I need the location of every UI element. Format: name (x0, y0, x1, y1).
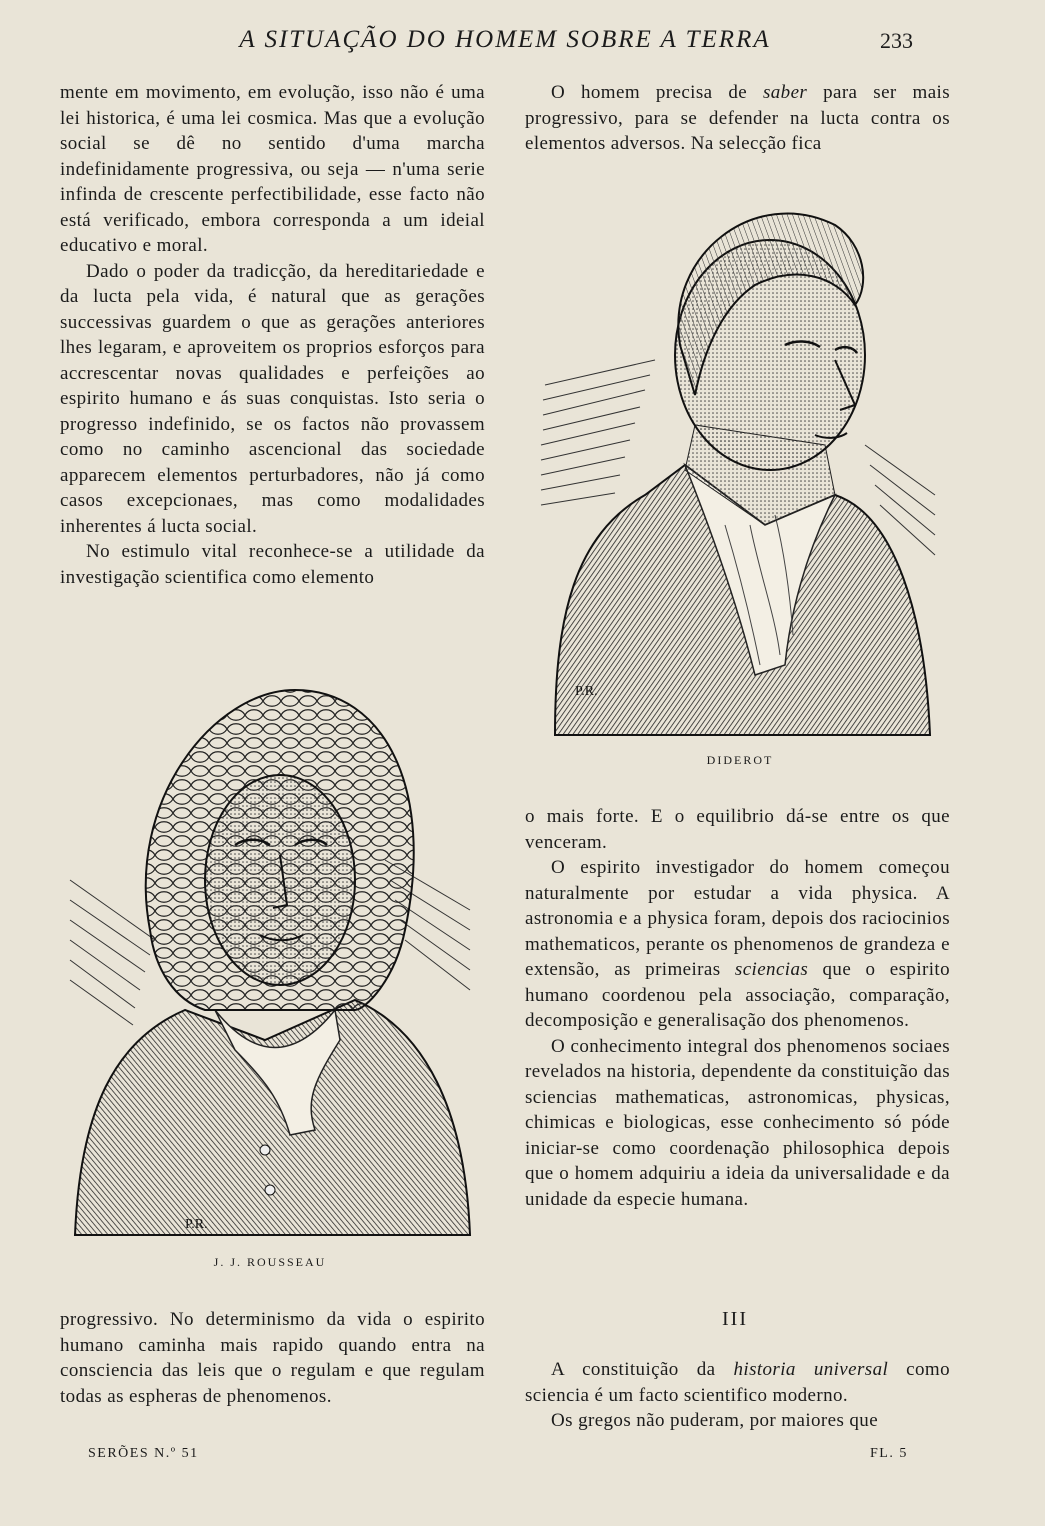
paragraph: mente em movimento, em evolução, isso não é uma lei historica, é uma lei cosmica. Mas que a evolução social se dê no sentido d'uma marcha indefinidamente progressiva, ou seja — n'uma serie infinda de crescente perfectibilidade, esse facto não está verificado, embora corresponda a um ideial educativo e moral. (60, 82, 485, 256)
italic-term: historia universal (733, 1359, 889, 1380)
paragraph: o mais forte. E o equilibrio dá-se entre os que venceram. (525, 806, 950, 853)
italic-term: sciencias (734, 959, 809, 980)
paragraph (525, 80, 950, 157)
text-run: que o espirito humano coordenou pela associação, comparação, decomposição e generalisação dos phenomenos. (525, 959, 950, 1031)
right-column-mid (525, 804, 950, 1212)
rousseau-portrait-icon (65, 680, 475, 1240)
right-column-top (525, 80, 950, 157)
text-run: O espirito investigador do homem começou naturalmente por estudar a vida physica. A astronomia e a physica foram, depois dos raciocinios mathematicos, perante os phenomenos de grandeza e extensão, as primeiras (525, 857, 950, 980)
paragraph: O conhecimento integral dos phenomenos sociaes revelados na historia, dependente da constituição das sciencias mathematicas, astronomicas, physicas, chimicas e biologicas, esse conhecimento só póde iniciar-se como coordenação philosophica depois que o homem adquiriu a ideia da universalidade e da unidade da especie humana. (525, 1035, 950, 1210)
running-header-title: A SITUAÇÃO DO HOMEM SOBRE A TERRA (239, 26, 771, 53)
paragraph: progressivo. No determinismo da vida o espirito humano caminha mais rapido quando entra na consciencia das leis que o regulam e que regulam todas as espheras de phenomenos. (60, 1309, 485, 1407)
section-heading: III (722, 1308, 748, 1330)
page-number: 233 (880, 28, 913, 53)
paragraph: Dado o poder da tradicção, da hereditariedade e da lucta pela vida, é natural que as gerações successivas guardem o que as gerações anteriores lhes legaram, e aproveitem os proprios esforços para accrescentar novas qualidades e perfeições ao espirito humano e ás suas conquistas. Isto seria o progresso indefinido, se os factos não provassem como no caminho ascencional das sociedade apparecem elementos perturbadores, não já como casos excepcionaes, mas como modalidades inherentes á lucta social. (60, 260, 485, 537)
footer-issue: SERÕES N.º 51 (88, 1446, 199, 1461)
caption-rousseau: J. J. ROUSSEAU (213, 1255, 327, 1269)
paragraph (525, 1357, 950, 1408)
text-run: O homem precisa de (551, 82, 763, 103)
paragraph (525, 855, 950, 1034)
italic-term: saber (762, 82, 808, 103)
left-column-bottom (60, 1307, 485, 1409)
text-run: para ser mais progressivo, para se defender na lucta contra os elementos adversos. Na selecção fica (525, 82, 950, 154)
left-column-top (60, 80, 485, 590)
right-column-bottom (525, 1357, 950, 1434)
text-run: como sciencia é um facto scientifico moderno. (525, 1359, 950, 1406)
text-run: A constituição da (551, 1359, 734, 1380)
diderot-portrait-icon (535, 195, 940, 740)
caption-diderot: DIDEROT (706, 753, 774, 767)
paragraph: No estimulo vital reconhece-se a utilidade da investigação scientifica como elemento (60, 541, 485, 588)
svg-text:P.R.: P.R. (185, 1217, 208, 1232)
footer-sheet: FL. 5 (870, 1446, 908, 1461)
paragraph: Os gregos não puderam, por maiores que (551, 1410, 879, 1431)
svg-text:P.R.: P.R. (575, 684, 598, 699)
